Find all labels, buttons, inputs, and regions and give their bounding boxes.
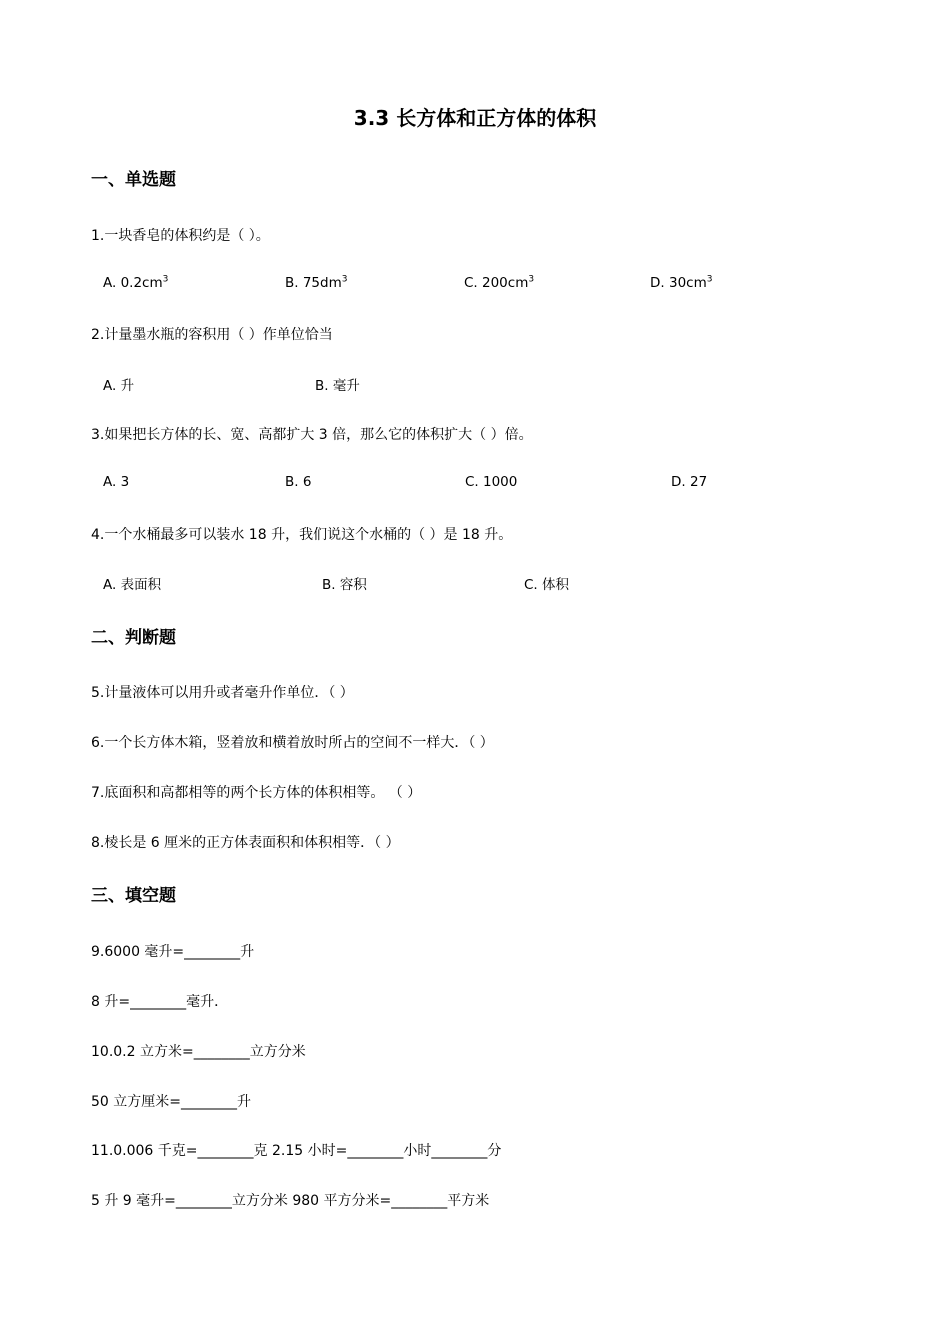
- question-1-option-d: [650, 275, 712, 291]
- fill-line-5: 11.0.006 千克=________克 2.15 小时=________小时________分: [91, 1143, 502, 1159]
- question-7: 7.底面积和高都相等的两个长方体的体积相等。 （ ）: [91, 785, 422, 801]
- question-2-option-b: B. 毫升: [315, 378, 360, 394]
- question-4-option-a: A. 表面积: [103, 577, 162, 593]
- section-heading-true-false: 二、判断题: [91, 628, 176, 648]
- question-3-option-a: A. 3: [103, 474, 130, 490]
- question-5: 5.计量液体可以用升或者毫升作单位．（ ）: [91, 685, 354, 701]
- fill-line-3: 10.0.2 立方米=________立方分米: [91, 1044, 306, 1060]
- section-heading-single-choice: 一、单选题: [91, 170, 176, 190]
- page-title: 3.3 长方体和正方体的体积: [353, 106, 597, 130]
- section-heading-fill-in: 三、填空题: [91, 886, 176, 906]
- option-text: A. 0.2cm: [103, 275, 163, 291]
- question-8: 8.棱长是 6 厘米的正方体表面积和体积相等．（ ）: [91, 835, 400, 851]
- option-text: C. 200cm: [464, 275, 529, 291]
- question-4-stem: 4.一个水桶最多可以装水 18 升，我们说这个水桶的（ ）是 18 升。: [91, 527, 513, 543]
- superscript: 3: [162, 274, 169, 285]
- question-1-option-a: [103, 275, 168, 291]
- superscript: 3: [528, 274, 535, 285]
- question-3-option-c: C. 1000: [465, 474, 518, 490]
- question-1-option-c: [464, 275, 534, 291]
- fill-line-2: 8 升=________毫升．: [91, 994, 229, 1010]
- question-1-option-b: [285, 275, 347, 291]
- fill-line-1: 9.6000 毫升=________升: [91, 944, 255, 960]
- question-1-stem: 1.一块香皂的体积约是（ ）。: [91, 228, 270, 244]
- fill-line-6: 5 升 9 毫升=________立方分米 980 平方分米=________平方米: [91, 1193, 490, 1209]
- question-4-option-b: B. 容积: [322, 577, 367, 593]
- question-4-option-c: C. 体积: [524, 577, 570, 593]
- question-3-option-b: B. 6: [285, 474, 312, 490]
- question-2-stem: 2.计量墨水瓶的容积用（ ）作单位恰当: [91, 327, 333, 343]
- option-text: B. 75dm: [285, 275, 342, 291]
- question-2-option-a: A. 升: [103, 378, 135, 394]
- option-text: D. 30cm: [650, 275, 707, 291]
- superscript: 3: [341, 274, 348, 285]
- fill-line-4: 50 立方厘米=________升: [91, 1094, 251, 1110]
- superscript: 3: [706, 274, 713, 285]
- question-3-option-d: D. 27: [671, 474, 708, 490]
- question-6: 6.一个长方体木箱，竖着放和横着放时所占的空间不一样大．（ ）: [91, 735, 494, 751]
- question-3-stem: 3.如果把长方体的长、宽、高都扩大 3 倍，那么它的体积扩大（ ）倍。: [91, 427, 533, 443]
